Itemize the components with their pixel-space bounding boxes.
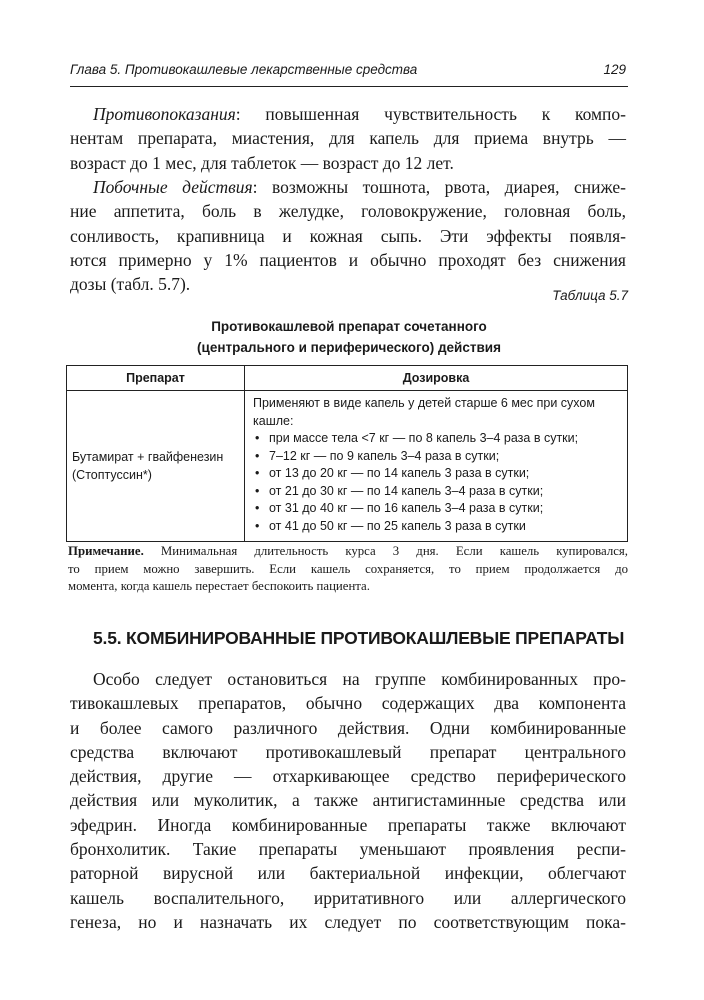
chapter-title: Глава 5. Противокашлевые лекарственные средства xyxy=(70,62,418,77)
drug-trade-name: (Стоптуссин*) xyxy=(72,468,152,482)
side-effects-line-5: дозы (табл. 5.7). xyxy=(70,274,191,295)
section-line-9: раторной вирусной или бактериальной инфекции, облегчают xyxy=(70,863,626,884)
note-line-3: момента, когда кашель перестает беспокоить пациента. xyxy=(68,579,370,593)
column-header-dose: Дозировка xyxy=(245,366,628,391)
side-effects-line-3: сонливость, крапивница и кожная сыпь. Эти эффекты появля- xyxy=(70,225,626,246)
drug-cell xyxy=(67,391,245,542)
contraindications-term: Противопоказания xyxy=(93,104,236,124)
side-effects-line-2: ние аппетита, боль в желудке, головокружение, головная боль, xyxy=(70,201,626,222)
note-line-2: то прием можно завершить. Если кашель сохраняется, то прием продолжается до xyxy=(68,561,628,576)
section-heading: 5.5. КОМБИНИРОВАННЫЕ ПРОТИВОКАШЛЕВЫЕ ПРЕПАРАТЫ xyxy=(93,628,625,648)
dose-list-item: • при массе тела <7 кг — по 8 капель 3–4 раза в сутки; xyxy=(253,430,621,448)
dose-list-item: • от 13 до 20 кг — по 14 капель 3 раза в сутки; xyxy=(253,465,621,483)
contraindications-line-1: Противопоказания: повышенная чувствительность к компо- xyxy=(93,104,626,124)
running-header xyxy=(70,56,628,87)
section-line-8: бронхолитик. Такие препараты уменьшают проявления респи- xyxy=(70,839,626,860)
note-line-1: Примечание. Минимальная длительность курса 3 дня. Если кашель купировался, xyxy=(68,544,628,558)
contraindications-line-3: возраст до 1 мес, для таблеток — возраст до 12 лет. xyxy=(70,152,454,173)
table-note xyxy=(68,543,628,596)
dose-cell xyxy=(245,391,628,542)
dose-list xyxy=(253,430,621,535)
dose-list-item: • от 21 до 30 кг — по 14 капель 3–4 раза в сутки; xyxy=(253,483,621,501)
dose-list-item: • от 31 до 40 кг — по 16 капель 3–4 раза в сутки; xyxy=(253,500,621,518)
section-line-7: эфедрин. Иногда комбинированные препараты также включают xyxy=(70,814,626,835)
note-label: Примечание. xyxy=(68,544,144,558)
section-line-1: Особо следует остановиться на группе комбинированных про- xyxy=(93,669,626,689)
side-effects-line-1: Побочные действия: возможны тошнота, рвота, диарея, сниже- xyxy=(93,177,626,197)
section-line-3: и более самого различного действия. Одни комбинированные xyxy=(70,717,626,738)
dosage-table xyxy=(66,365,628,542)
section-line-4: средства включают противокашлевый препарат центрального xyxy=(70,741,626,762)
drug-name: Бутамират + гвайфенезин xyxy=(72,450,224,464)
dose-intro-line-2: кашле: xyxy=(253,413,294,428)
section-line-5: действия, другие — отхаркивающее средство периферического xyxy=(70,766,626,787)
contraindications-paragraph xyxy=(70,102,626,175)
contraindications-line-2: нентам препарата, миастения, для капель для приема внутрь — xyxy=(70,128,626,149)
table-row xyxy=(67,391,628,542)
section-line-10: кашель воспалительного, ирритативного или аллергического xyxy=(70,887,626,908)
column-header-drug: Препарат xyxy=(67,366,245,391)
section-line-2: тивокашлевых препаратов, обычно содержащих два компонента xyxy=(70,693,626,714)
section-line-6: действия или муколитик, а также антигистаминные средства или xyxy=(70,790,626,811)
table-label: Таблица 5.7 xyxy=(552,288,628,303)
dose-intro-line-1: Применяют в виде капель у детей старше 6 мес при сухом xyxy=(253,396,595,410)
table-title-line-1: Противокашлевой препарат сочетанного xyxy=(211,319,487,334)
dose-list-item: • от 41 до 50 кг — по 25 капель 3 раза в сутки xyxy=(253,518,621,536)
side-effects-paragraph xyxy=(70,175,626,296)
section-line-11: генеза, но и назначать их следует по соответствующим пока- xyxy=(70,911,626,932)
side-effects-term: Побочные действия xyxy=(93,177,253,197)
dose-list-item: • 7–12 кг — по 9 капель 3–4 раза в сутки; xyxy=(253,448,621,466)
table-title-line-2: (центрального и периферического) действия xyxy=(197,340,501,355)
page-number: 129 xyxy=(603,62,626,77)
section-paragraph xyxy=(70,667,626,934)
table-header-row xyxy=(67,366,628,391)
table-title xyxy=(70,316,628,358)
side-effects-line-4: ются примерно у 1% пациентов и обычно проходят без снижения xyxy=(70,249,626,270)
